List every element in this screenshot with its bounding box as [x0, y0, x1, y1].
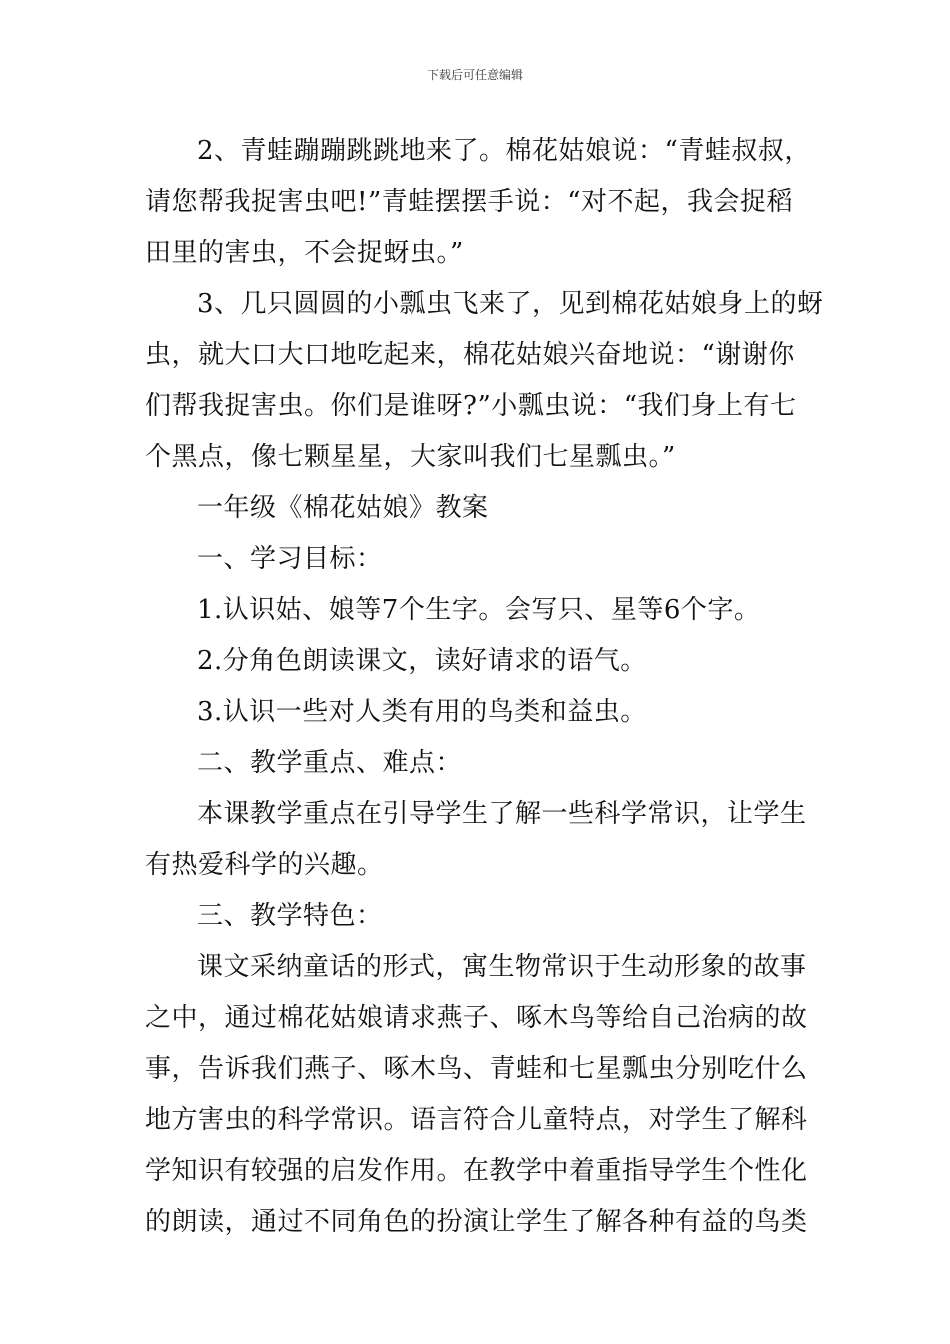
text-line: 虫，就大口大口地吃起来，棉花姑娘兴奋地说：“谢谢你 [145, 340, 795, 370]
text-line: 有热爱科学的兴趣。 [145, 850, 384, 880]
text-line: 3、几只圆圆的小瓢虫飞来了，见到棉花姑娘身上的蚜 [197, 289, 824, 319]
text-line: 们帮我捉害虫。你们是谁呀?”小瓢虫说：“我们身上有七 [145, 391, 797, 421]
lesson-title [145, 483, 807, 534]
text-line: 一、学习目标： [197, 544, 383, 574]
text-line: 个黑点，像七颗星星，大家叫我们七星瓢虫。” [145, 442, 676, 472]
text-line: 3.认识一些对人类有用的鸟类和益虫。 [197, 697, 647, 727]
text-line: 三、教学特色： [197, 901, 383, 931]
text-line: 一年级《棉花姑娘》教案 [197, 493, 489, 523]
text-line: 田里的害虫，不会捉蚜虫。” [145, 238, 464, 268]
document-body [145, 126, 824, 1248]
goal-item-3 [145, 687, 807, 738]
paragraph-ladybug [145, 279, 824, 483]
text-line: 1.认识姑、娘等7个生字。会写只、星等6个字。 [197, 595, 761, 625]
paragraph-key-points [145, 789, 807, 891]
goal-item-1 [145, 585, 807, 636]
text-line: 请您帮我捉害虫吧!”青蛙摆摆手说：“对不起，我会捉稻 [145, 187, 794, 217]
text-line: 之中，通过棉花姑娘请求燕子、啄木鸟等给自己治病的故 [145, 1003, 808, 1033]
text-line: 2.分角色朗读课文，读好请求的语气。 [197, 646, 647, 676]
goal-item-2 [145, 636, 807, 687]
header-note: 下载后可任意编辑 [426, 68, 523, 82]
section-heading-goals [145, 534, 807, 585]
text-line: 的朗读，通过不同角色的扮演让学生了解各种有益的鸟类 [145, 1207, 808, 1237]
paragraph-features [145, 942, 807, 1248]
paragraph-frog [145, 126, 811, 279]
text-line: 事，告诉我们燕子、啄木鸟、青蛙和七星瓢虫分别吃什么 [145, 1054, 808, 1084]
text-line: 地方害虫的科学常识。语言符合儿童特点，对学生了解科 [145, 1105, 808, 1135]
text-line: 二、教学重点、难点： [197, 748, 463, 778]
section-heading-features [145, 891, 807, 942]
section-heading-key-points [145, 738, 807, 789]
text-line: 学知识有较强的启发作用。在教学中着重指导学生个性化 [145, 1156, 808, 1186]
text-line: 课文采纳童话的形式，寓生物常识于生动形象的故事 [197, 952, 807, 982]
text-line: 2、青蛙蹦蹦跳跳地来了。棉花姑娘说：“青蛙叔叔， [197, 136, 811, 166]
text-line: 本课教学重点在引导学生了解一些科学常识，让学生 [197, 799, 807, 829]
